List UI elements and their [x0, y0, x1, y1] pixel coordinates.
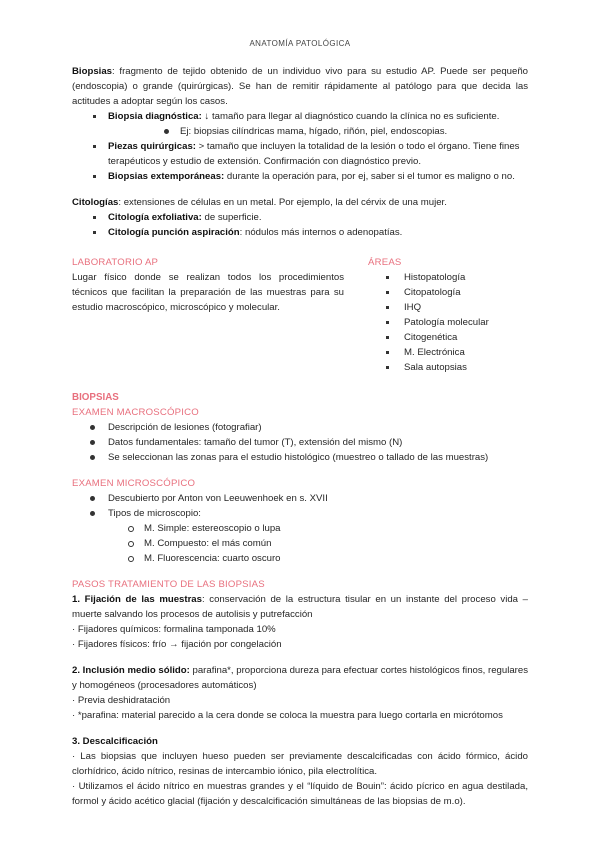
micro-heading: EXAMEN MICROSCÓPICO — [72, 478, 196, 489]
macro-list — [72, 420, 528, 465]
list-item: Biopsias extemporáneas: durante la operación para, por ej, saber si el tumor es maligno o no. — [72, 169, 528, 184]
laboratorio-column — [72, 255, 344, 375]
laboratorio-heading: LABORATORIO AP — [72, 257, 159, 268]
sub-list — [108, 124, 528, 139]
list-item: Sala autopsias — [368, 360, 528, 375]
list-item: Descripción de lesiones (fotografiar) — [72, 420, 528, 435]
macro-heading: EXAMEN MACROSCÓPICO — [72, 407, 199, 418]
list-item: Citopatología — [368, 285, 528, 300]
list-item: Citología exfoliativa: de superficie. — [72, 210, 528, 225]
list-item: Biopsia diagnóstica: ↓ tamaño para llegar al diagnóstico cuando la clínica no es suficiente. Ej: biopsias cilíndricas mama, hígado, riñón, piel, endoscopias. — [72, 109, 528, 139]
list-item: M. Simple: estereoscopio o lupa — [108, 521, 528, 536]
areas-heading: ÁREAS — [368, 257, 402, 268]
step-3-line: · Las biopsias que incluyen hueso pueden ser previamente descalcificadas con ácido fórmico, ácido clorhídrico, ácido nítrico, resinas de intercambio iónico, pila electrolítica. — [72, 751, 528, 777]
step-1-line: · Fijadores físicos: frío → fijación por congelación — [72, 639, 282, 650]
page-header: ANATOMÍA PATOLÓGICA — [249, 39, 351, 48]
list-item: IHQ — [368, 300, 528, 315]
page-content — [72, 64, 528, 809]
list-item: Se seleccionan las zonas para el estudio histológico (muestreo o tallado de las muestras) — [72, 450, 528, 465]
biopsias-heading: BIOPSIAS — [72, 392, 119, 403]
areas-list — [368, 270, 528, 375]
step-2: 2. Inclusión medio sólido: parafina*, proporciona dureza para efectuar cortes histológicos finos, regulares y homogéneos (procesadores automáticos) — [72, 665, 528, 691]
pasos-heading: PASOS TRATAMIENTO DE LAS BIOPSIAS — [72, 579, 265, 590]
citologias-definition: Citologías: extensiones de células en un metal. Por ejemplo, la del cérvix de una mujer. — [72, 197, 447, 208]
step-1: 1. Fijación de las muestras: conservación de la estructura tisular en un instante del proceso vida – muerte salvando los procesos de autolisis y putrefacción — [72, 594, 528, 620]
step-3-heading: 3. Descalcificación — [72, 736, 158, 747]
biopsia-types-list — [72, 109, 528, 184]
list-item: Descubierto por Anton von Leeuwenhoek en s. XVII — [72, 491, 528, 506]
list-item: Patología molecular — [368, 315, 528, 330]
step-2-line: · *parafina: material parecido a la cera donde se coloca la muestra para luego cortarla en micrótomos — [72, 710, 503, 721]
list-item: M. Compuesto: el más común — [108, 536, 528, 551]
list-item: M. Fluorescencia: cuarto oscuro — [108, 551, 528, 566]
list-item: Citogenética — [368, 330, 528, 345]
step-1-line: · Fijadores químicos: formalina tamponada 10% — [72, 624, 276, 635]
laboratorio-text: Lugar físico donde se realizan todos los procedimientos técnicos que facilitan la preparación de las muestras para su estudio macroscópico, microscópico y molecular. — [72, 272, 344, 313]
list-item: Piezas quirúrgicas: > tamaño que incluyen la totalidad de la lesión o todo el órgano. Tiene fines terapéuticos y estudio de extensión. Confirmación con diagnóstico previo. — [72, 139, 528, 169]
list-item: M. Electrónica — [368, 345, 528, 360]
step-2-line: · Previa deshidratación — [72, 695, 171, 706]
step-3-line: · Utilizamos el ácido nítrico en muestras grandes y el “líquido de Bouin”: ácido pícrico en agua destilada, formol y ácido acético glacial (fijación y descalcificación simultáneas de las biopsias de m.o). — [72, 781, 528, 807]
list-item: Citología punción aspiración: nódulos más internos o adenopatías. — [72, 225, 528, 240]
areas-column — [368, 255, 528, 375]
microscope-types-list — [108, 521, 528, 566]
lab-areas-section — [72, 255, 528, 375]
list-item: Histopatología — [368, 270, 528, 285]
list-item: Tipos de microscopio: M. Simple: estereoscopio o lupa M. Compuesto: el más común M. Fluorescencia: cuarto oscuro — [72, 506, 528, 566]
list-item: Ej: biopsias cilíndricas mama, hígado, riñón, piel, endoscopias. — [108, 124, 528, 139]
citologia-types-list — [72, 210, 528, 240]
biopsias-definition: Biopsias: fragmento de tejido obtenido de un individuo vivo para su estudio AP. Puede ser pequeño (endoscopia) o grande (quirúrgicas). Se han de remitir rápidamente al patólogo para que decida las actitudes a adoptar según los casos. — [72, 66, 528, 107]
micro-list — [72, 491, 528, 566]
list-item: Datos fundamentales: tamaño del tumor (T), extensión del mismo (N) — [72, 435, 528, 450]
